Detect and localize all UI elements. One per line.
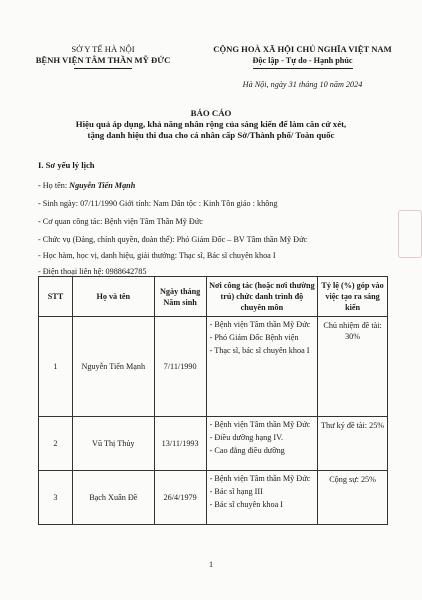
info-name [38,181,135,190]
page-number: 1 [208,560,214,569]
title-line-2: tặng danh hiệu thi đua cho cá nhân cấp Sở/Thành phố/ Toàn quốc [87,130,335,140]
cell-percent: Cộng sự: 25% [318,471,388,525]
national-heading [190,44,415,69]
cell-name: Bạch Xuân Đề [72,471,154,525]
header-percent: Tỷ lệ (%) góp vào việc tạo ra sáng kiến [318,277,388,317]
cell-name: Vũ Thị Thủy [72,417,154,471]
stamp-mark [398,210,422,258]
workplace-line: - Bác sĩ chuyên khoa I [209,500,284,509]
workplace-line: - Bệnh viện Tâm thần Mỹ Đức [209,420,311,429]
issuer-block [18,44,188,69]
workplace-line: - Thạc sĩ, bác sĩ chuyên khoa I [209,346,310,355]
header-dob: Ngày tháng Năm sinh [154,277,206,317]
cell-workplace [206,317,318,417]
info-workplace: - Cơ quan công tác: Bệnh viện Tâm Thần Mỹ Đức [38,217,203,226]
author-table [38,276,388,525]
title-line-1: Hiệu quả áp dụng, khả năng nhân rộng của sáng kiến để làm căn cứ xét, [75,119,347,129]
header-stt: STT [39,277,73,317]
info-position: - Chức vụ (Đảng, chính quyền, đoàn thể): Phó Giám Đốc – BV Tâm thần Mỹ Đức [38,235,308,244]
info-degree: - Học hàm, học vị, danh hiệu, giải thưởng: Thạc sĩ, Bác sĩ chuyên khoa I [38,251,276,260]
table-row [39,417,388,471]
cell-workplace [206,471,318,525]
workplace-line: - Điều dưỡng hạng IV. [209,433,284,442]
table-header-row [39,277,388,317]
cell-dob: 26/4/1979 [154,471,206,525]
info-dob: - Sinh ngày: 07/11/1990 Giới tính: Nam Dân tộc : Kinh Tôn giáo : không [38,199,278,208]
country-name: CỘNG HOÀ XÃ HỘI CHỦ NGHĨA VIỆT NAM [213,44,392,54]
cell-workplace [206,417,318,471]
hospital-name: BỆNH VIỆN TÂM THẦN MỸ ĐỨC [35,55,171,65]
workplace-line: - Bệnh viện Tâm thần Mỹ Đức [209,320,311,329]
cell-dob: 7/11/1990 [154,317,206,417]
title-main: BÁO CÁO [190,108,232,118]
workplace-line: - Bệnh viện Tâm thần Mỹ Đức [209,474,311,483]
table-row [39,317,388,417]
cell-percent: Chủ nhiệm đề tài: 30% [318,317,388,417]
issuer-underline [74,68,132,69]
cell-name: Nguyễn Tiến Mạnh [72,317,154,417]
workplace-line: - Phó Giám Đốc Bệnh viện [209,333,299,342]
document-title [0,108,422,141]
header-name: Họ và tên [72,277,154,317]
ministry-name: SỞ Y TẾ HÀ NỘI [71,44,135,54]
national-motto: Độc lập - Tự do - Hạnh phúc [252,56,353,65]
header-workplace: Nơi công tác (hoặc nơi thường trú) chức danh trình độ chuyên môn [206,277,318,317]
cell-dob: 13/11/1993 [154,417,206,471]
document-date: Hà Nội, ngày 31 tháng 10 năm 2024 [242,80,363,89]
table-row [39,471,388,525]
cell-stt: 1 [39,317,73,417]
cell-stt: 2 [39,417,73,471]
name-label: - Họ tên: [38,181,70,190]
section-heading: I. Sơ yếu lý lịch [38,160,95,170]
workplace-line: - Cao đẳng điều dưỡng [209,446,285,455]
motto-underline [253,68,353,69]
info-phone: - Điện thoại liên hệ: 0988642785 [38,267,147,276]
workplace-line: - Bác sĩ hạng III [209,487,263,496]
name-value: Nguyễn Tiến Mạnh [69,181,136,190]
cell-percent: Thư ký đề tài: 25% [318,417,388,471]
cell-stt: 3 [39,471,73,525]
